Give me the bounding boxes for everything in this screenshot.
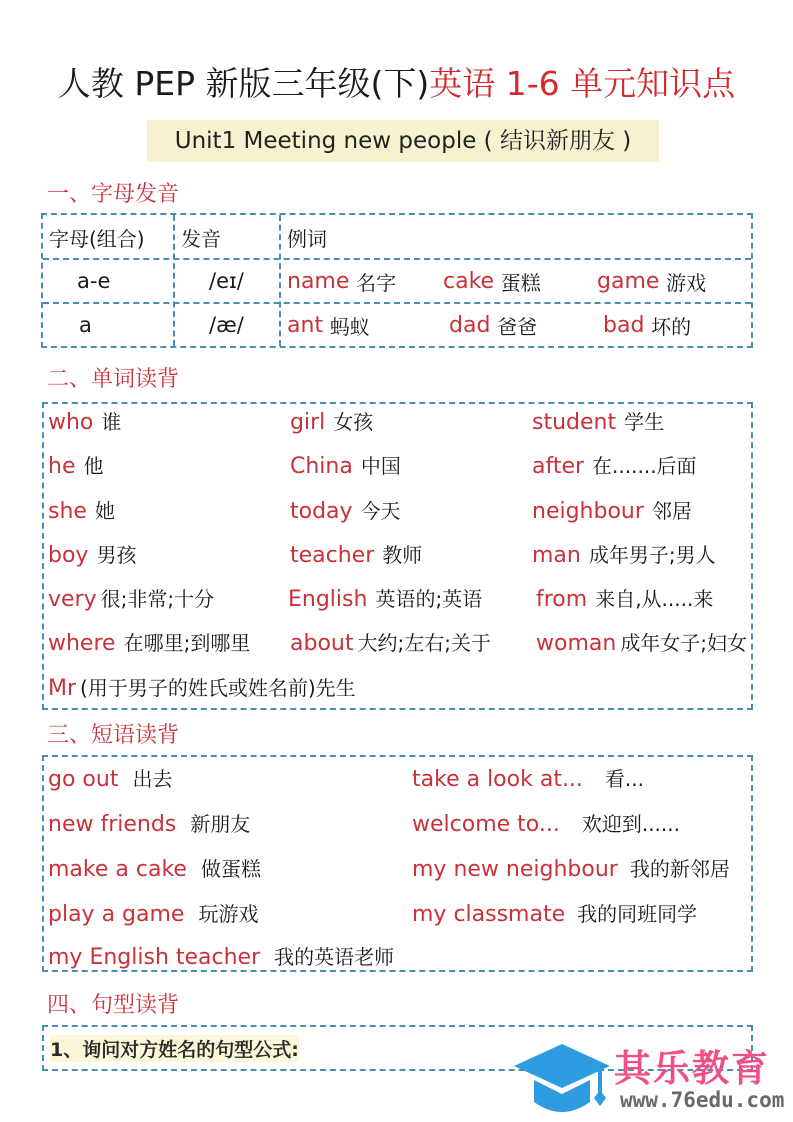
section-heading-phrases: 三、短语读背 <box>47 723 180 748</box>
word-item: boy 男孩 <box>48 543 137 568</box>
word-item: English 英语的;英语 <box>288 587 483 612</box>
word-item: China 中国 <box>290 454 401 479</box>
phonics-table <box>41 213 753 348</box>
phrase-item: make a cake 做蛋糕 <box>48 857 261 882</box>
word-item: girl 女孩 <box>290 410 374 435</box>
phrase-item: take a look at... 看... <box>412 767 644 792</box>
word-item: who 谁 <box>48 410 122 435</box>
brand-url: www.76edu.com <box>620 1088 785 1112</box>
phrase-item: welcome to... 欢迎到...... <box>412 812 680 837</box>
word-item: woman 成年女子;妇女 <box>536 631 748 656</box>
word-item: teacher 教师 <box>290 543 423 568</box>
word-list-box <box>42 402 753 710</box>
page-title <box>0 58 793 105</box>
example-word: cake 蛋糕 <box>443 268 541 295</box>
table-row <box>43 303 751 347</box>
word-item: she 她 <box>48 499 115 524</box>
brand-name: 其乐教育 <box>614 1047 770 1090</box>
header-examples: 例词 <box>287 226 327 251</box>
example-word: game 游戏 <box>597 268 707 295</box>
phrase-item: new friends 新朋友 <box>48 812 251 837</box>
header-sound: 发音 <box>181 226 221 251</box>
example-word: bad 坏的 <box>603 312 692 339</box>
unit-banner: Unit1 Meeting new people ( 结识新朋友 ) <box>147 120 659 162</box>
example-word: name 名字 <box>287 268 397 295</box>
title-grade: 人教 PEP 新版三年级(下) <box>57 64 430 103</box>
graduation-cap-icon <box>512 1040 612 1120</box>
word-item: Mr (用于男子的姓氏或姓名前)先生 <box>48 676 356 701</box>
word-item: man 成年男子;男人 <box>532 543 716 568</box>
word-item: from 来自,从.....来 <box>536 587 714 612</box>
sound-cell: /æ/ <box>209 313 244 337</box>
phrase-item: my classmate 我的同班同学 <box>412 902 698 927</box>
letter-cell: a-e <box>77 269 111 293</box>
sound-cell: /eɪ/ <box>209 269 244 293</box>
sentence-pattern-label: 1、询问对方姓名的句型公式: <box>50 1035 299 1062</box>
word-item: he 他 <box>48 454 104 479</box>
word-item: very 很;非常;十分 <box>48 587 215 612</box>
word-item: about 大约;左右;关于 <box>290 631 491 656</box>
title-subject: 英语 1-6 单元知识点 <box>429 64 736 103</box>
phrase-item: my new neighbour 我的新邻居 <box>412 857 730 882</box>
letter-cell: a <box>79 313 92 337</box>
word-item: after 在.......后面 <box>532 454 697 479</box>
section-heading-sentences: 四、句型读背 <box>47 993 180 1018</box>
section-heading-words: 二、单词读背 <box>47 367 180 392</box>
table-row <box>43 259 751 303</box>
example-word: ant 蚂蚁 <box>287 312 370 339</box>
phrase-item: play a game 玩游戏 <box>48 902 259 927</box>
table-header-row <box>43 215 751 259</box>
phrase-item: go out 出去 <box>48 767 173 792</box>
section-heading-letters: 一、字母发音 <box>47 182 180 207</box>
phrase-list-box <box>42 755 753 972</box>
example-word: dad 爸爸 <box>449 312 538 339</box>
phrase-item: my English teacher 我的英语老师 <box>48 945 395 970</box>
word-item: student 学生 <box>532 410 665 435</box>
word-item: neighbour 邻居 <box>532 499 692 524</box>
word-item: where 在哪里;到哪里 <box>48 631 251 656</box>
header-letter: 字母(组合) <box>49 226 145 251</box>
word-item: today 今天 <box>290 499 401 524</box>
watermark-logo <box>512 1030 792 1120</box>
